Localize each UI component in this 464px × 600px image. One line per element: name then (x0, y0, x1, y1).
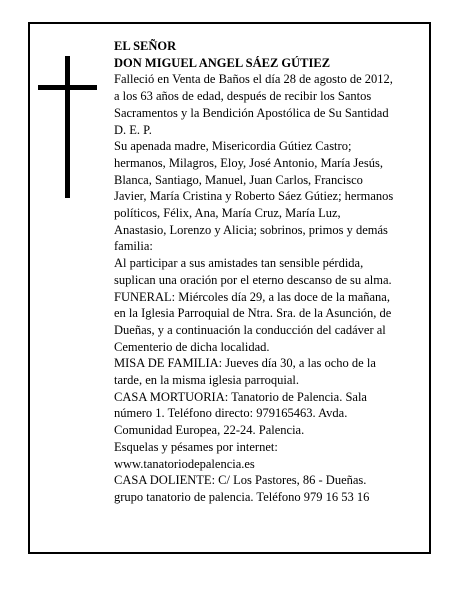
cross-vertical-bar (65, 56, 70, 198)
request-paragraph: Al participar a sus amistades tan sensible pérdida, suplican una oración por el eterno descanso de su alma. (114, 256, 392, 287)
heading: EL SEÑOR (114, 39, 177, 53)
mortuary-paragraph: CASA MORTUORIA: Tanatorio de Palencia. Sala número 1. Teléfono directo: 979165463. Avda. Comunidad Europea, 22-24. Palencia. (114, 389, 367, 438)
family-paragraph: Su apenada madre, Misericordia Gútiez Castro; hermanos, Milagros, Eloy, José Antonio, María Jesús, Blanca, Santiago, Manuel, Juan Carlos, Francisco Javier, María Cristina y Roberto Sáez Gútiez; hermanos políticos, Félix, Ana, María Cruz, María Luz, Anastasio, Lorenzo y Alicia; sobrinos, primos y demás familia: (114, 139, 394, 254)
mass-paragraph: MISA DE FAMILIA: Jueves día 30, a las ocho de la tarde, en la misma iglesia parroquial. (114, 356, 376, 388)
deceased-name: DON MIGUEL ANGEL SÁEZ GÚTIEZ (114, 55, 331, 70)
death-paragraph: Falleció en Venta de Baños el día 28 de agosto de 2012, a los 63 años de edad, después de recibir los Santos Sacramentos y la Bendición Apostólica de Su Santidad D. E. P. (114, 72, 393, 137)
house-paragraph: CASA DOLIENTE: C/ Los Pastores, 86 - Dueñas. grupo tanatorio de palencia. Teléfono 979 16 53 16 (114, 473, 370, 504)
condolences-paragraph: Esquelas y pésames por internet: www.tanatoriodepalencia.es (114, 439, 278, 471)
cross-horizontal-bar (38, 85, 97, 90)
obituary-text (114, 38, 420, 506)
funeral-paragraph: FUNERAL: Miércoles día 29, a las doce de la mañana, en la Iglesia Parroquial de Ntra. Sra. de la Asunción, de Dueñas, y a continuación la conducción del cadáver al Cementerio de dicha localidad. (114, 289, 392, 354)
